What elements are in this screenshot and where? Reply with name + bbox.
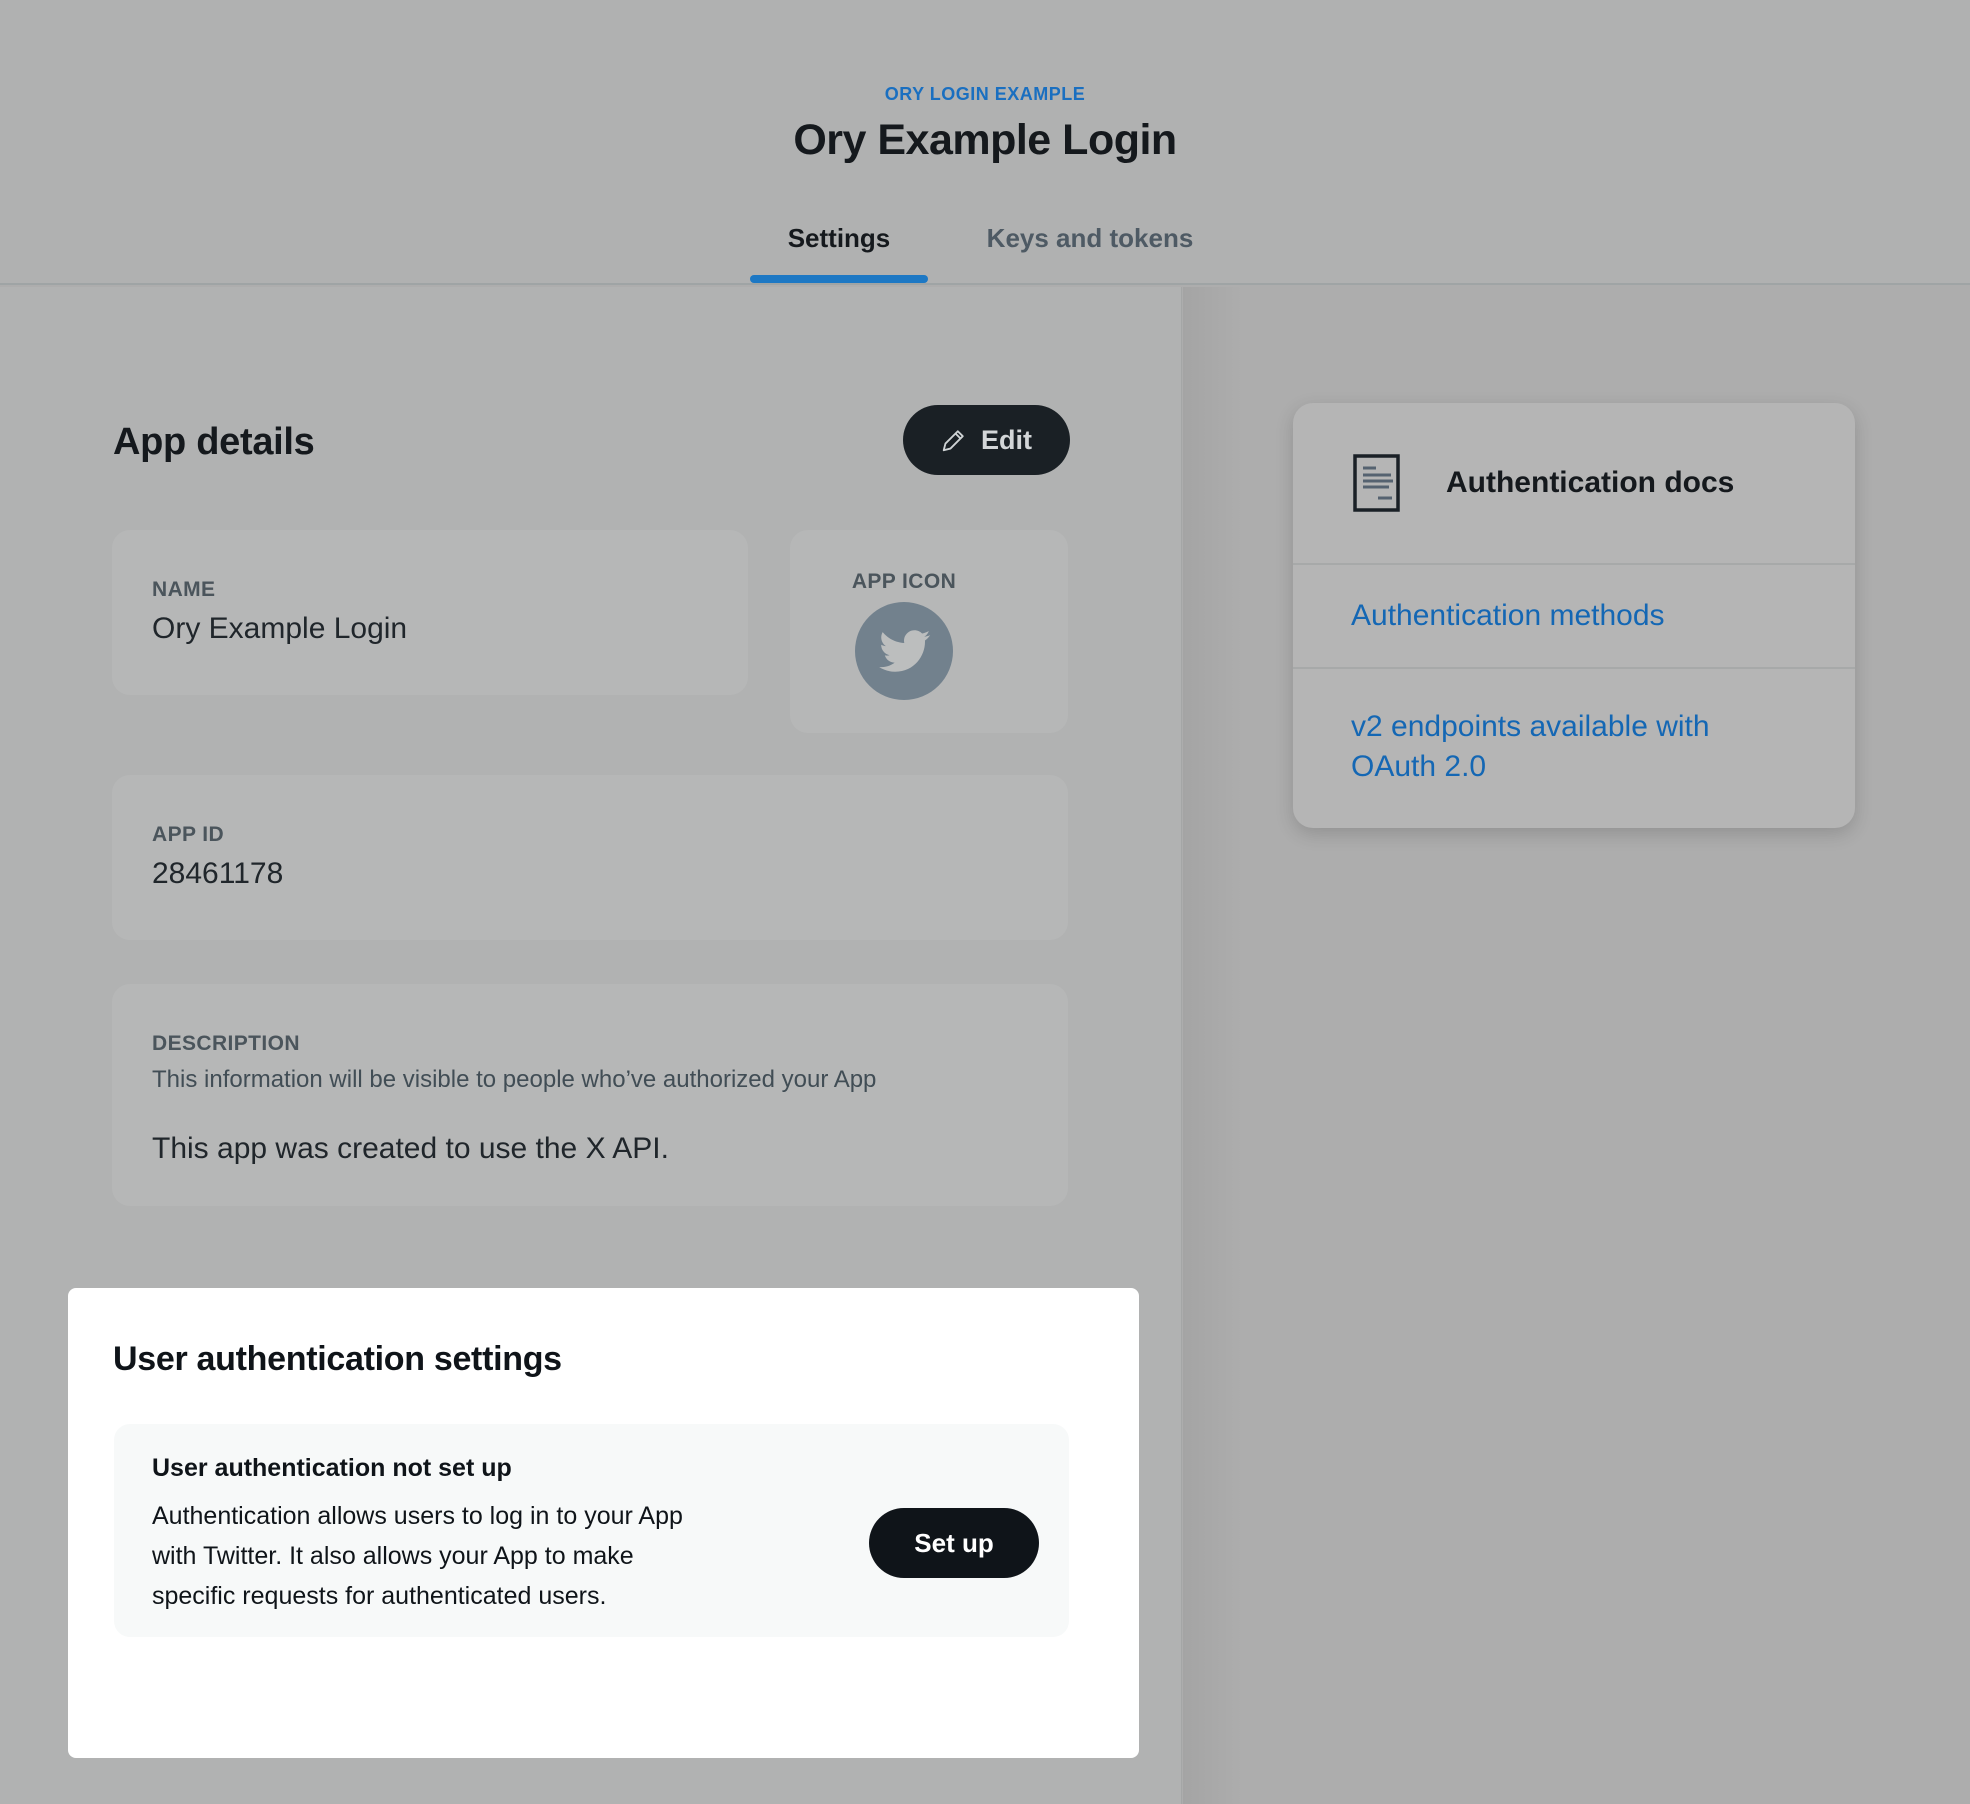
description-helper: This information will be visible to people who’ve authorized your App	[152, 1066, 877, 1093]
set-up-button-label: Set up	[914, 1527, 994, 1558]
link-authentication-methods-label: Authentication methods	[1351, 599, 1665, 632]
link-authentication-methods[interactable]	[1293, 565, 1855, 669]
name-value: Ory Example Login	[152, 612, 408, 645]
description-label: DESCRIPTION	[152, 1032, 300, 1055]
set-up-button[interactable]	[869, 1508, 1039, 1578]
project-eyebrow: ORY LOGIN EXAMPLE	[884, 84, 1086, 104]
user-auth-card-body	[152, 1496, 772, 1616]
body-line-3: specific requests for authenticated users.	[152, 1582, 607, 1610]
page-title: Ory Example Login	[793, 116, 1177, 164]
description-value: This app was created to use the X API.	[152, 1132, 669, 1165]
link-v2-endpoints-label: v2 endpoints available with OAuth 2.0	[1351, 709, 1710, 783]
app-id-value: 28461178	[152, 857, 284, 890]
docs-card-title: Authentication docs	[1446, 466, 1735, 499]
app-icon-card	[790, 530, 1068, 733]
tab-keys-label: Keys and tokens	[986, 223, 1194, 253]
edit-button[interactable]	[903, 405, 1070, 475]
tab-bar	[750, 223, 1220, 283]
user-auth-card-title: User authentication not set up	[152, 1454, 512, 1482]
tab-settings-label: Settings	[787, 223, 891, 253]
body-line-2: with Twitter. It also allows your App to make	[152, 1542, 634, 1570]
user-auth-highlight-section	[68, 1288, 1139, 1758]
docs-card-header	[1293, 403, 1855, 565]
name-field-card	[112, 530, 748, 695]
pencil-icon	[941, 427, 967, 453]
column-divider-shade	[1183, 287, 1243, 1804]
body-line-1: Authentication allows users to log in to your App	[152, 1502, 683, 1530]
tab-settings[interactable]	[750, 223, 928, 283]
name-label: NAME	[152, 578, 216, 601]
active-tab-underline	[750, 275, 928, 283]
app-icon-label: APP ICON	[851, 570, 957, 593]
link-v2-endpoints-oauth2[interactable]	[1293, 669, 1855, 824]
app-avatar	[855, 602, 953, 700]
authentication-docs-card	[1293, 403, 1855, 828]
user-auth-card	[114, 1424, 1069, 1637]
tab-keys-and-tokens[interactable]	[960, 223, 1220, 283]
description-field-card	[112, 984, 1068, 1206]
app-id-label: APP ID	[152, 823, 225, 846]
twitter-bird-icon	[877, 624, 931, 678]
app-header	[0, 0, 1970, 285]
user-auth-heading: User authentication settings	[113, 1340, 562, 1378]
edit-button-label: Edit	[981, 424, 1032, 455]
app-details-heading: App details	[113, 421, 315, 463]
app-id-field-card	[112, 775, 1068, 940]
document-icon	[1353, 454, 1400, 512]
